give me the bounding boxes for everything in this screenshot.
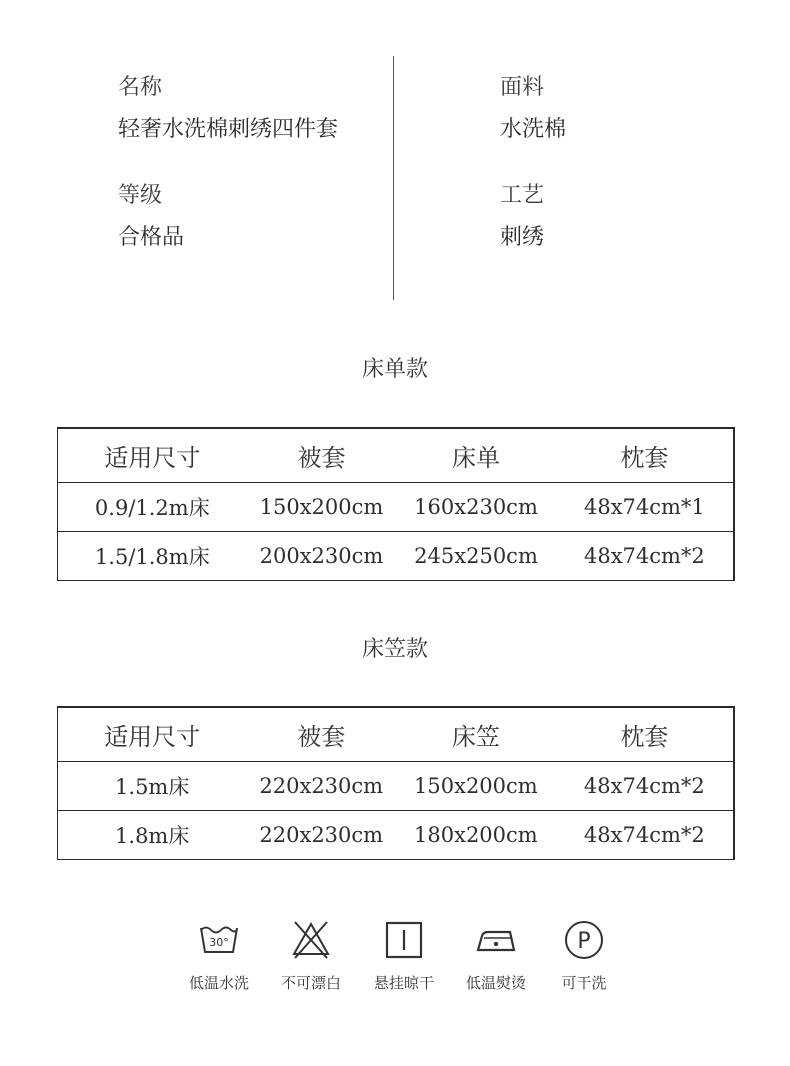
no-bleach-icon	[289, 918, 333, 962]
table-cell: 220x230cm	[246, 762, 396, 811]
fabric-value: 水洗棉	[500, 117, 567, 142]
care-instructions	[0, 918, 790, 998]
dry-clean-icon	[562, 918, 606, 962]
wash-temperature: 30°	[209, 936, 229, 949]
info-left-column	[118, 72, 338, 254]
table-row	[58, 532, 735, 581]
table-cell: 1.5m床	[58, 762, 247, 811]
care-label-dry-clean: 可干洗	[561, 974, 607, 992]
table-cell: 0.9/1.2m床	[58, 483, 247, 532]
vertical-divider	[393, 56, 394, 300]
table-cell: 150x200cm	[396, 762, 556, 811]
table-cell: 150x200cm	[247, 483, 397, 532]
header-sheet: 床单	[396, 428, 555, 483]
product-info	[0, 0, 790, 310]
table-cell: 1.8m床	[115, 824, 190, 848]
care-item-dry-clean	[529, 918, 639, 993]
name-label: 名称	[118, 75, 163, 100]
table-cell: 180x200cm	[414, 823, 538, 847]
table-cell: 160x230cm	[396, 483, 555, 532]
fabric-label: 面料	[500, 75, 545, 100]
dry-clean-letter: P	[577, 929, 591, 954]
table-cell: 1.5/1.8m床	[94, 545, 210, 569]
wash-30-icon	[197, 918, 241, 962]
grade-value: 合格品	[118, 225, 185, 250]
name-value: 轻奢水洗棉刺绣四件套	[118, 117, 339, 142]
grade-label: 等级	[118, 183, 163, 208]
table-cell: 48x74cm*2	[583, 823, 705, 847]
table-cell: 48x74cm*1	[556, 483, 734, 532]
craft-label: 工艺	[500, 183, 545, 208]
table-header-row	[58, 428, 735, 483]
table-cell: 200x230cm	[259, 544, 384, 568]
header-pillowcase: 枕套	[556, 428, 734, 483]
header-duvet: 被套	[246, 707, 396, 762]
fitted-set-title: 床笠款	[361, 637, 428, 662]
header-duvet: 被套	[247, 428, 397, 483]
care-label-wash: 低温水洗	[188, 974, 249, 992]
header-fitted-sheet: 床笠	[396, 707, 556, 762]
fitted-set-table	[57, 706, 735, 860]
table-cell: 48x74cm*2	[556, 762, 734, 811]
table-row	[58, 483, 735, 532]
table-row	[58, 762, 735, 811]
header-size: 适用尺寸	[58, 707, 247, 762]
craft-value: 刺绣	[500, 225, 545, 250]
table-cell: 245x250cm	[414, 544, 538, 568]
info-right-column	[500, 72, 566, 254]
sheet-set-title: 床单款	[361, 357, 428, 382]
hang-dry-icon	[382, 918, 426, 962]
table-row	[58, 811, 735, 860]
header-size: 适用尺寸	[58, 428, 247, 483]
header-pillowcase: 枕套	[556, 707, 734, 762]
table-header-row	[58, 707, 735, 762]
care-label-hang-dry: 悬挂晾干	[373, 974, 434, 992]
care-label-no-bleach: 不可漂白	[280, 974, 341, 992]
low-iron-icon	[474, 918, 518, 962]
table-cell: 220x230cm	[259, 823, 384, 847]
table-cell: 48x74cm*2	[583, 544, 705, 568]
sheet-set-table	[57, 427, 735, 581]
care-label-iron: 低温熨烫	[465, 974, 526, 992]
